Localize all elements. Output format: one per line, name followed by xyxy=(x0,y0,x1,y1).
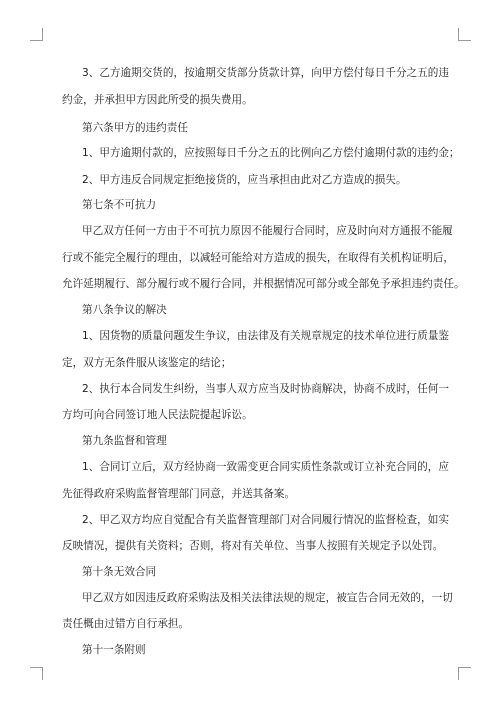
paragraph-line: 方均可向合同签订地人民法院提起诉讼。 xyxy=(62,409,253,421)
paragraph-line: 1、甲方逾期付款的，应按照每日千分之五的比例向乙方偿付逾期付款的违约金； xyxy=(82,147,460,159)
paragraph-line: 2、甲乙双方均应自觉配合有关监督管理部门对合同履行情况的监督检查，如实 xyxy=(82,514,449,526)
paragraph-line: 定，双方无条件服从该鉴定的结论； xyxy=(62,357,232,369)
section-heading: 第十条无效合同 xyxy=(82,566,157,578)
corner-mark-bottom-right xyxy=(458,667,471,680)
section-heading: 第十一条附则 xyxy=(82,644,146,656)
section-heading: 第八条争议的解决 xyxy=(82,304,167,316)
paragraph-line: 2、甲方违反合同规定拒绝接货的，应当承担由此对乙方造成的损失。 xyxy=(82,174,407,186)
paragraph-line: 1、因货物的质量问题发生争议，由法律及有关规章规定的技术单位进行质量鉴 xyxy=(82,330,449,342)
corner-mark-bottom-left xyxy=(30,667,43,680)
paragraph-line: 甲乙双方如因违反政府采购法及相关法律法规的规定，被宣告合同无效的，一切 xyxy=(82,592,453,604)
paragraph-line: 允许延期履行、部分履行或不履行合同，并根据情况可部分或全部免予承担违约责任。 xyxy=(62,278,465,290)
paragraph-line: 1、合同订立后，双方经协商一致需变更合同实质性条款或订立补充合同的，应 xyxy=(82,461,449,473)
paragraph-line: 2、执行本合同发生纠纷，当事人双方应当及时协商解决，协商不成时，任何一 xyxy=(82,383,449,395)
corner-mark-top-right xyxy=(458,28,471,41)
paragraph-line: 反映情况，提供有关资料；否则，将对有关单位、当事人按照有关规定予以处罚。 xyxy=(62,540,444,552)
paragraph-line: 约金，并承担甲方因此所受的损失费用。 xyxy=(62,94,253,106)
section-heading: 第九条监督和管理 xyxy=(82,435,167,447)
paragraph-line: 责任概由过错方自行承担。 xyxy=(62,618,190,630)
paragraph-line: 3、乙方逾期交货的，按逾期交货部分货款计算，向甲方偿付每日千分之五的违 xyxy=(82,67,449,79)
section-heading: 第七条不可抗力 xyxy=(82,199,157,211)
paragraph-line: 先征得政府采购监督管理部门同意，并送其备案。 xyxy=(62,488,296,500)
paragraph-line: 甲乙双方任何一方由于不可抗力原因不能履行合同时，应及时向对方通报不能履 xyxy=(82,225,453,237)
corner-mark-top-left xyxy=(30,28,43,41)
paragraph-line: 行或不能完全履行的理由，以减轻可能给对方造成的损失，在取得有关机构证明后， xyxy=(62,252,454,264)
section-heading: 第六条甲方的违约责任 xyxy=(82,122,188,134)
